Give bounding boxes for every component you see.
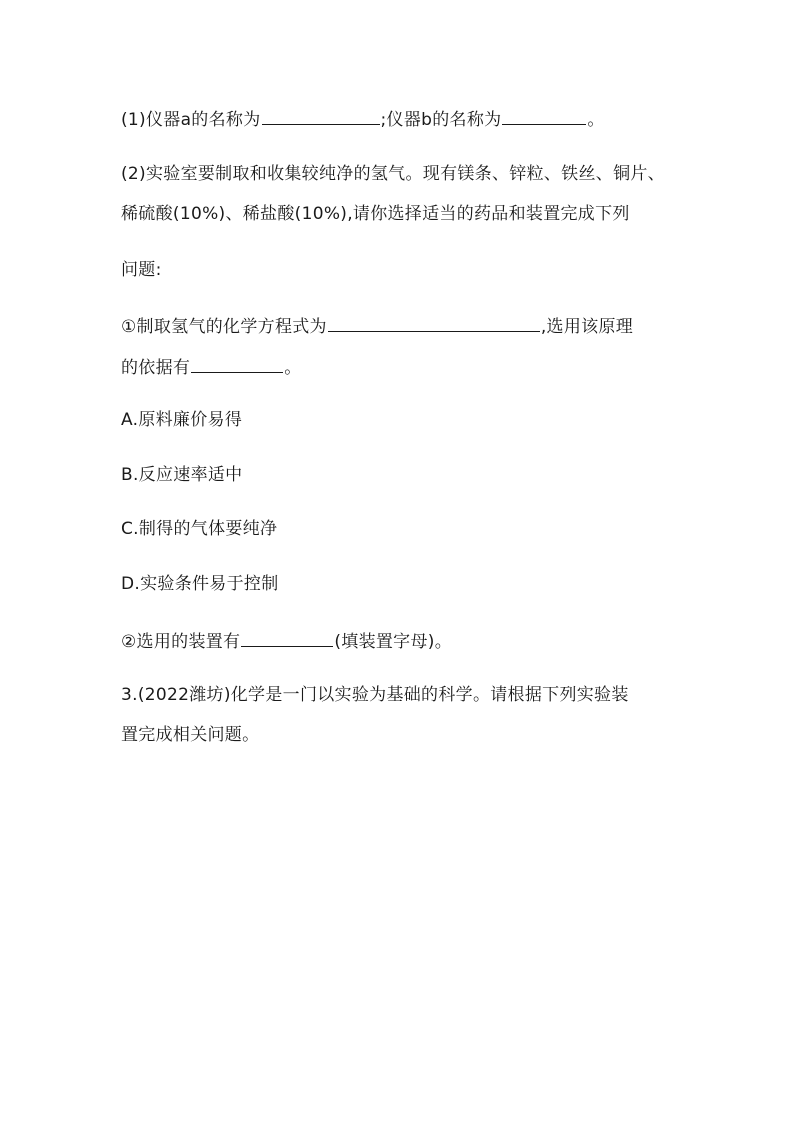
question-2-line-3: 问题: bbox=[121, 260, 162, 280]
question-3-line-1: 3.(2022潍坊)化学是一门以实验为基础的科学。请根据下列实验装 bbox=[121, 685, 629, 705]
question-2-line-1: (2)实验室要制取和收集较纯净的氢气。现有镁条、锌粒、铁丝、铜片、 bbox=[121, 164, 665, 184]
subquestion-1-line-1 bbox=[121, 313, 633, 339]
subquestion-2-text: ②选用的装置有 bbox=[121, 632, 241, 652]
question-1-line bbox=[121, 106, 605, 132]
subquestion-1-text-cont: ,选用该原理 bbox=[540, 317, 634, 337]
subquestion-1-end-punct: 。 bbox=[284, 358, 302, 378]
equation-answer-blank bbox=[328, 313, 540, 332]
subquestion-1-basis-text: 的依据有 bbox=[121, 358, 191, 378]
option-c: C.制得的气体要纯净 bbox=[121, 519, 278, 539]
question-1-instrument-b-text: ;仪器b的名称为 bbox=[380, 110, 502, 130]
question-3-line-2: 置完成相关问题。 bbox=[121, 725, 260, 745]
apparatus-answer-blank bbox=[241, 628, 333, 647]
instrument-a-answer-blank bbox=[262, 106, 380, 125]
subquestion-1-line-2 bbox=[121, 354, 302, 380]
option-a: A.原料廉价易得 bbox=[121, 410, 243, 430]
instrument-b-answer-blank bbox=[502, 106, 586, 125]
question-2-line-2: 稀硫酸(10%)、稀盐酸(10%),请你选择适当的药品和装置完成下列 bbox=[121, 204, 630, 224]
subquestion-1-text: ①制取氢气的化学方程式为 bbox=[121, 317, 327, 337]
basis-answer-blank bbox=[191, 354, 283, 373]
option-d: D.实验条件易于控制 bbox=[121, 574, 279, 594]
question-1-end-punct: 。 bbox=[587, 110, 605, 130]
option-b: B.反应速率适中 bbox=[121, 465, 243, 485]
subquestion-2-line bbox=[121, 628, 452, 654]
question-1-instrument-a-text: (1)仪器a的名称为 bbox=[121, 110, 261, 130]
subquestion-2-text-cont: (填装置字母)。 bbox=[334, 632, 453, 652]
